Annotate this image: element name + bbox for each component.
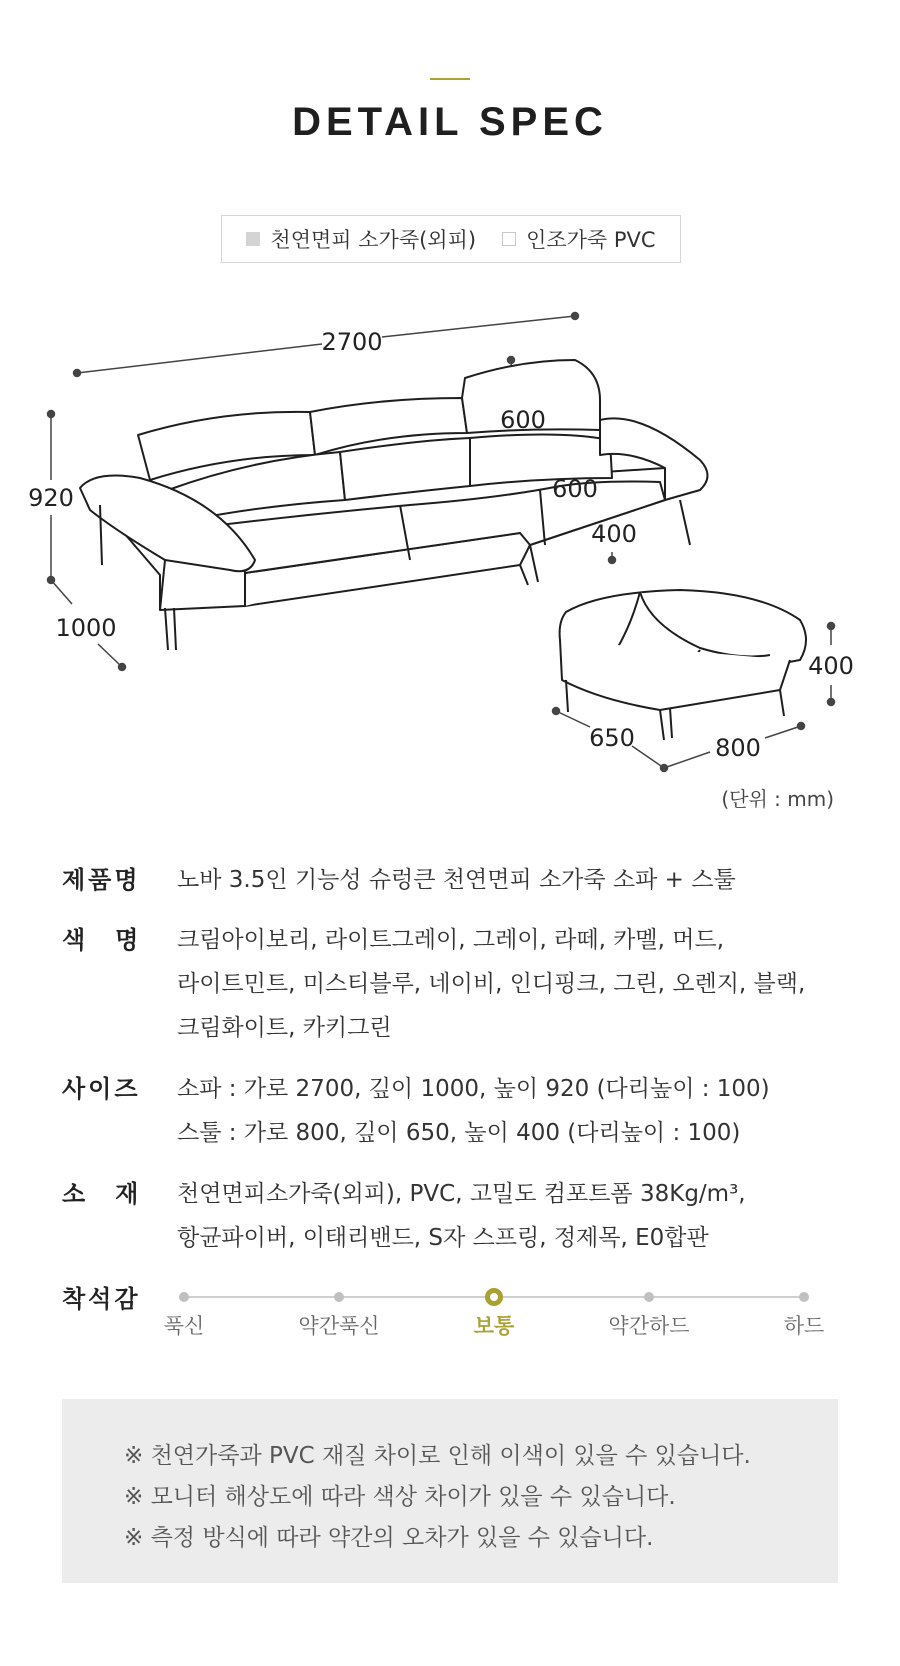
spec-value-material [177,1172,857,1260]
spec-label-seat-feel: 착석감 [62,1285,141,1313]
spec-row-size [62,1067,857,1155]
title-accent-line [430,78,470,80]
unit-note: (단위 : mm) [721,787,834,811]
spec-value-line: 소파 : 가로 2700, 깊이 1000, 높이 920 (다리높이 : 100) [177,1076,770,1102]
legend-item-leather [246,224,476,254]
seat-feel-dot [179,1292,189,1302]
legend-item-pvc [502,224,656,254]
spec-value-size [177,1067,857,1155]
dim-label-seat-height: 400 [591,520,637,548]
sofa-dimension-drawing [0,290,900,790]
spec-row-product-name [62,858,857,902]
dim-label-stool-width: 800 [715,734,761,762]
seat-feel-dot [485,1288,503,1306]
spec-value-line: 스툴 : 가로 800, 깊이 650, 높이 400 (다리높이 : 100) [177,1120,741,1146]
dim-label-depth: 1000 [55,614,117,642]
seat-feel-option: 보통 [473,1314,515,1338]
spec-value-line: 노바 3.5인 기능성 슈렁큰 천연면피 소가죽 소파 + 스툴 [177,867,736,893]
seat-feel-dot [799,1292,809,1302]
dim-label-stool-height: 400 [808,652,854,680]
dim-label-headrest: 600 [500,406,546,434]
seat-feel-option: 약간하드 [608,1314,690,1338]
legend-label-leather: 천연면피 소가죽(외피) [270,228,477,252]
empty-square-icon [502,232,516,246]
notes-box [62,1399,838,1583]
stool-outline [560,590,806,740]
seat-feel-dot [644,1292,654,1302]
spec-label-colors: 색 명 [62,926,142,954]
filled-square-icon [246,232,260,246]
spec-row-colors [62,918,857,1050]
spec-label-size: 사이즈 [62,1075,141,1103]
seat-feel-option: 푹신 [163,1314,205,1338]
seat-feel-option: 하드 [783,1314,825,1338]
spec-value-line: 천연면피소가죽(외피), PVC, 고밀도 컴포트폼 38Kg/m³, [177,1181,746,1207]
dim-label-seat-depth: 600 [552,475,598,503]
dim-label-height: 920 [28,484,74,512]
note-line: ※ 천연가죽과 PVC 재질 차이로 인해 이색이 있을 수 있습니다. [124,1443,751,1469]
legend-label-pvc: 인조가죽 PVC [526,228,656,252]
dim-label-width: 2700 [321,328,383,356]
spec-label-material: 소 재 [62,1180,142,1208]
seat-feel-option: 약간푹신 [298,1314,380,1338]
material-legend [221,215,681,263]
spec-value-line: 크림화이트, 카키그린 [177,1015,392,1041]
note-line: ※ 측정 방식에 따라 약간의 오차가 있을 수 있습니다. [124,1525,654,1551]
spec-row-material [62,1172,857,1260]
seat-feel-dot [334,1292,344,1302]
spec-value-line: 크림아이보리, 라이트그레이, 그레이, 라떼, 카멜, 머드, [177,927,724,953]
spec-value-line: 항균파이버, 이태리밴드, S자 스프링, 정제목, E0합판 [177,1225,709,1251]
spec-value-product-name [177,858,857,902]
note-line: ※ 모니터 해상도에 따라 색상 차이가 있을 수 있습니다. [124,1484,676,1510]
spec-label-product-name: 제품명 [62,866,141,894]
spec-value-colors [177,918,857,1050]
page-title: DETAIL SPEC [292,100,608,144]
dim-label-stool-depth: 650 [589,724,635,752]
spec-value-line: 라이트민트, 미스티블루, 네이비, 인디핑크, 그린, 오렌지, 블랙, [177,971,806,997]
